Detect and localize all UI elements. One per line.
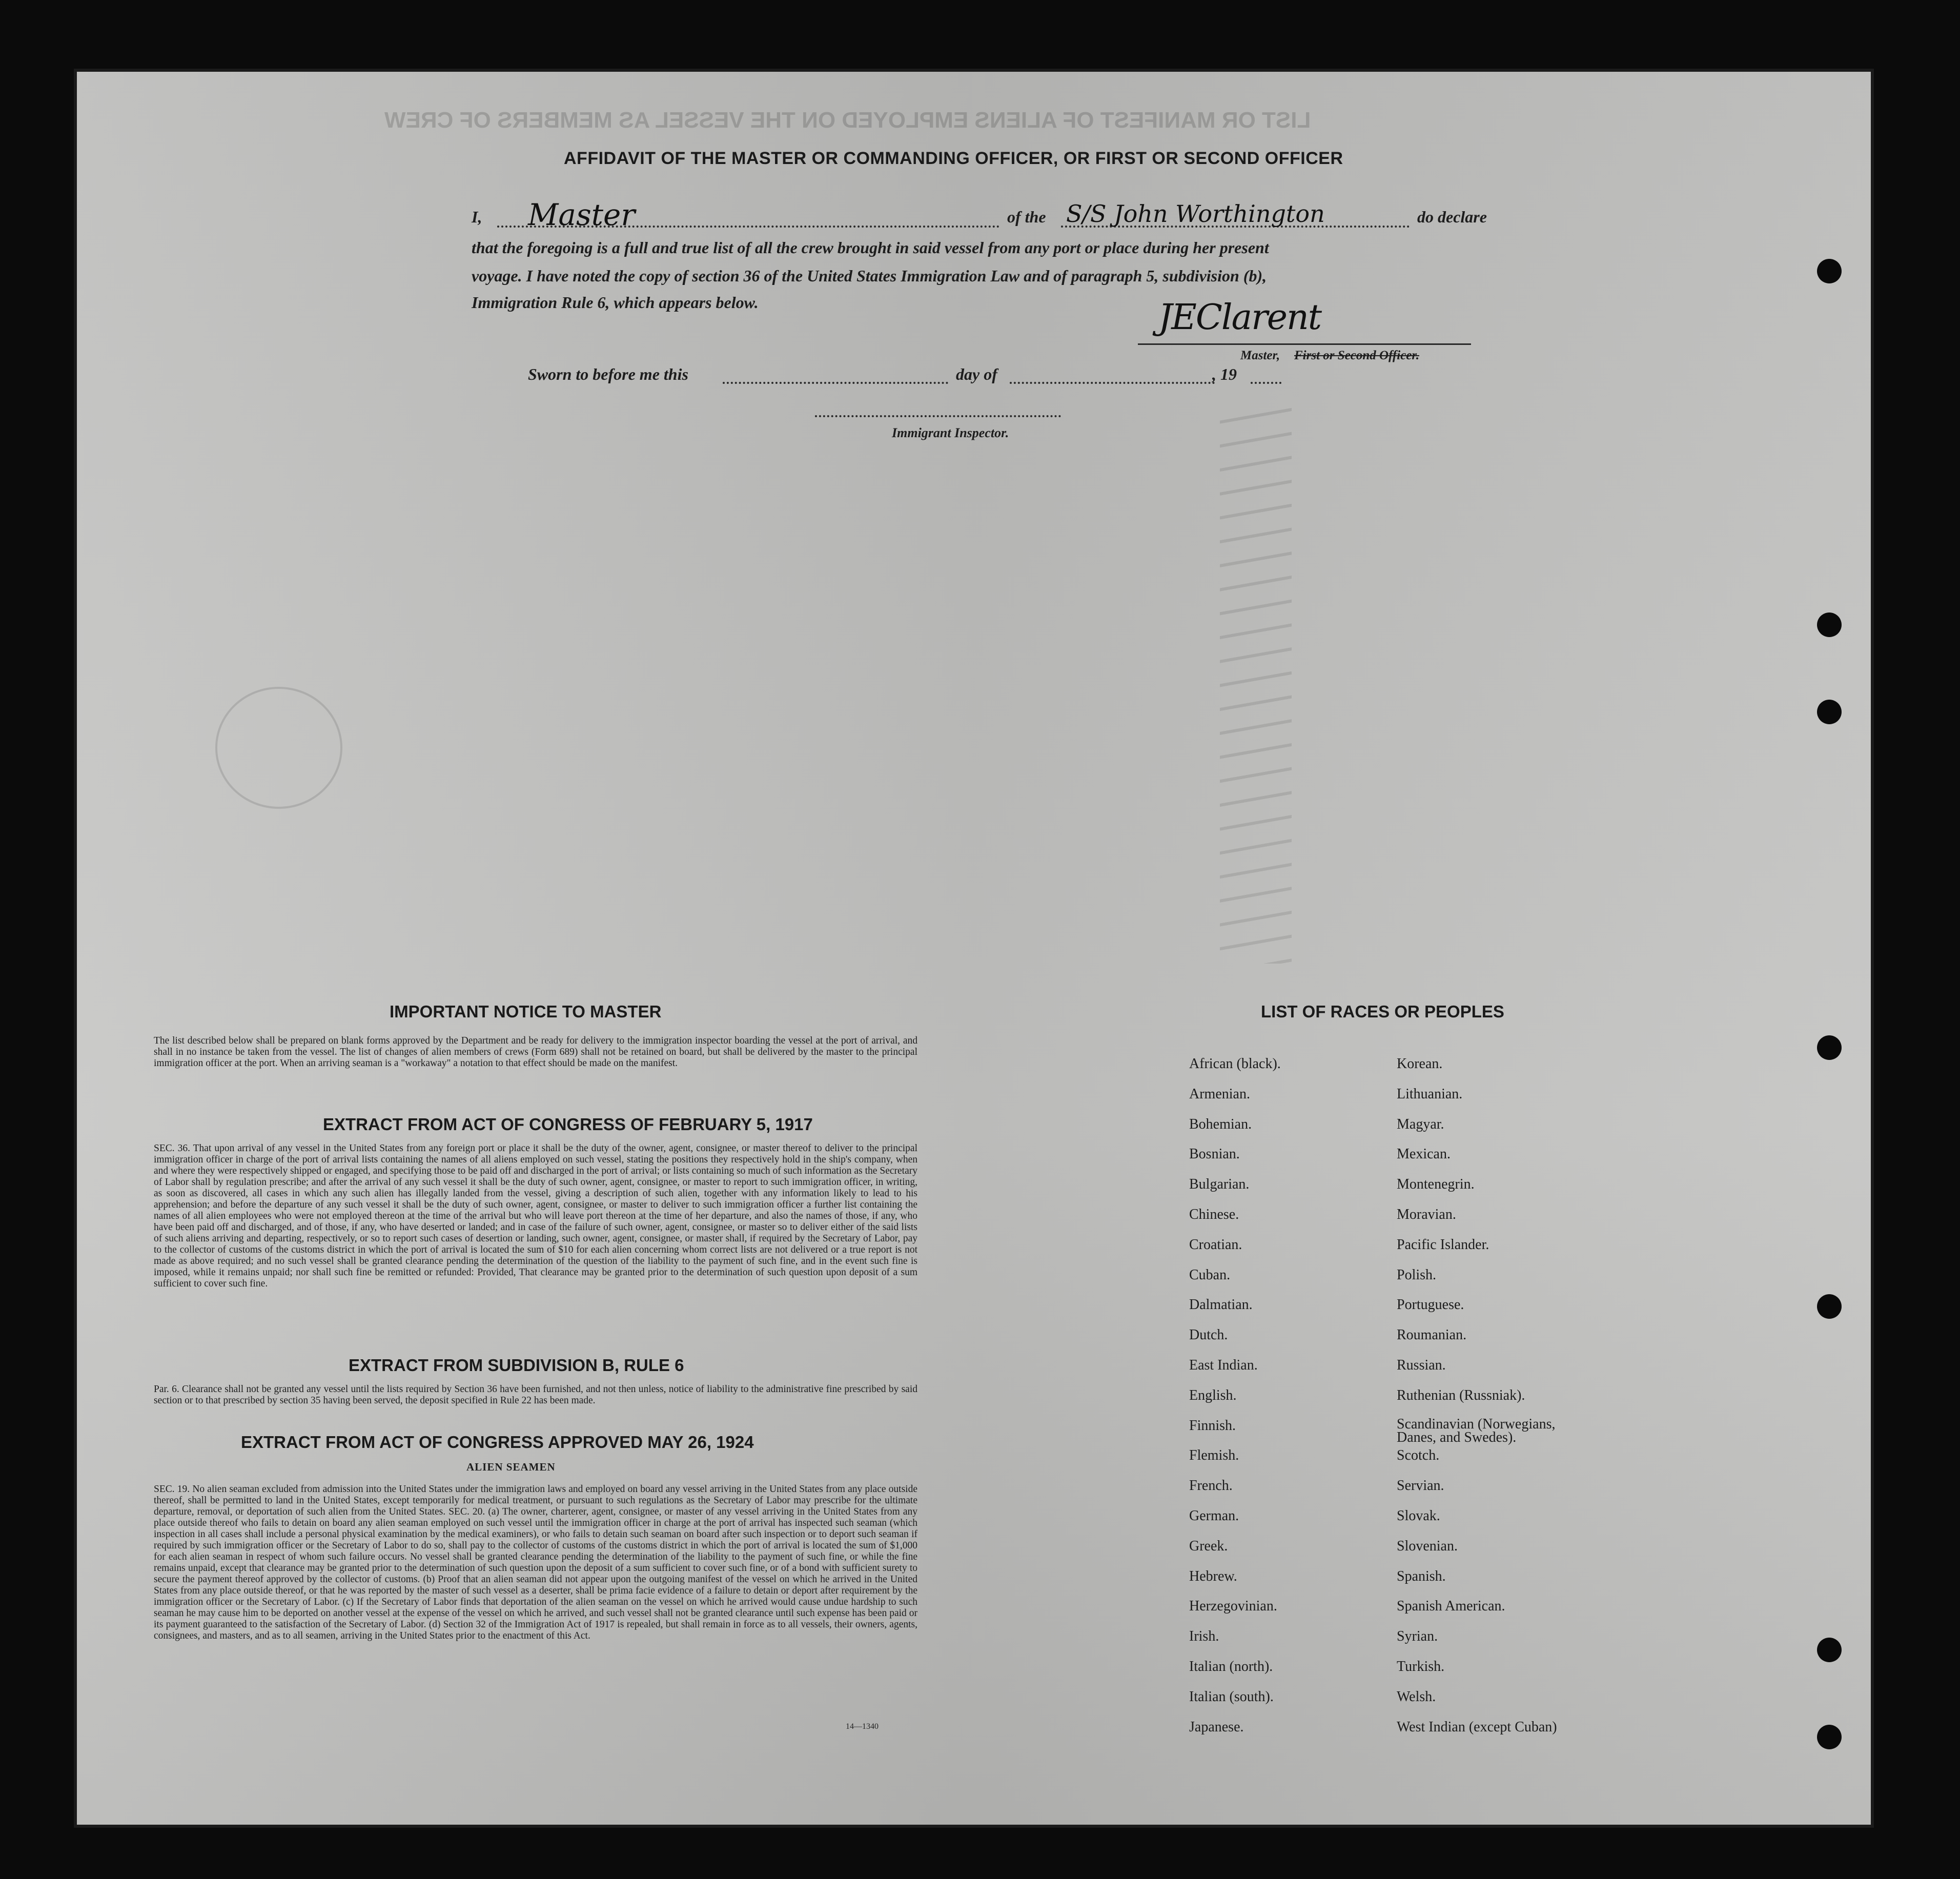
- race-item: Irish.: [1189, 1628, 1219, 1645]
- officer-signature: JEClarent: [1158, 297, 1321, 338]
- race-item: Ruthenian (Russniak).: [1397, 1387, 1525, 1403]
- race-item: Flemish.: [1189, 1447, 1239, 1464]
- bleed-through-column: [1220, 400, 1292, 964]
- race-item: Croatian.: [1189, 1236, 1242, 1253]
- race-item: Montenegrin.: [1397, 1176, 1475, 1193]
- of-the-label: of the: [1007, 208, 1046, 226]
- race-item: Roumanian.: [1397, 1327, 1467, 1343]
- manifest-page: [77, 72, 1871, 1825]
- punch-hole: [1817, 1035, 1842, 1060]
- signature-caption-officer: First or Second Officer.: [1294, 349, 1419, 362]
- race-item: Welsh.: [1397, 1688, 1436, 1705]
- extract-1917-title: EXTRACT FROM ACT OF CONGRESS OF FEBRUARY 5, 1917: [323, 1115, 813, 1134]
- race-item: Mexican.: [1397, 1146, 1451, 1162]
- affidavit-line-4: Immigration Rule 6, which appears below.: [472, 293, 759, 312]
- race-item: Turkish.: [1397, 1659, 1445, 1674]
- year-label: , 19: [1212, 365, 1237, 383]
- race-item: Bosnian.: [1189, 1146, 1240, 1162]
- races-title: LIST OF RACES OR PEOPLES: [1261, 1002, 1504, 1021]
- race-item: African (black).: [1189, 1056, 1281, 1072]
- vessel-handwritten: S/S John Worthington: [1066, 200, 1325, 228]
- punch-hole: [1817, 1638, 1842, 1662]
- race-item: Japanese.: [1189, 1719, 1244, 1735]
- name-handwritten: Master: [528, 197, 636, 232]
- do-declare-label: do declare: [1417, 208, 1487, 226]
- race-item: West Indian (except Cuban): [1397, 1719, 1557, 1735]
- race-item: Magyar.: [1397, 1116, 1444, 1132]
- race-item: Slovenian.: [1397, 1538, 1458, 1554]
- race-item: Dutch.: [1189, 1327, 1228, 1343]
- race-item: Moravian.: [1397, 1207, 1456, 1222]
- race-item: Hebrew.: [1189, 1568, 1237, 1584]
- race-item: Bulgarian.: [1189, 1176, 1250, 1193]
- extract-1924-subtitle: ALIEN SEAMEN: [466, 1461, 556, 1473]
- bleed-through-header: LIST OR MANIFEST OF ALIENS EMPLOYED ON THE VESSEL AS MEMBERS OF CREW: [384, 108, 1311, 133]
- punch-hole: [1817, 1725, 1842, 1749]
- race-item: English.: [1189, 1387, 1237, 1403]
- race-item: German.: [1189, 1508, 1239, 1524]
- race-item: Cuban.: [1189, 1267, 1231, 1283]
- race-item: Slovak.: [1397, 1508, 1440, 1524]
- faded-seal: [215, 687, 342, 809]
- extract-1924-title: EXTRACT FROM ACT OF CONGRESS APPROVED MAY 26, 1924: [241, 1433, 754, 1452]
- race-item: French.: [1189, 1478, 1233, 1494]
- signature-line: [1138, 343, 1471, 345]
- race-item: Dalmatian.: [1189, 1297, 1253, 1313]
- i-label: I,: [472, 208, 482, 226]
- race-item: East Indian.: [1189, 1357, 1258, 1373]
- inspector-label: Immigrant Inspector.: [892, 425, 1009, 440]
- day-of-label: day of: [956, 365, 997, 383]
- race-item: Italian (north).: [1189, 1659, 1273, 1674]
- punch-hole: [1817, 1294, 1842, 1319]
- race-item: Syrian.: [1397, 1628, 1438, 1645]
- form-number: 14—1340: [846, 1722, 879, 1731]
- race-item: Greek.: [1189, 1538, 1228, 1554]
- inspector-line: [815, 415, 1061, 417]
- race-item: Armenian.: [1189, 1086, 1250, 1102]
- punch-hole: [1817, 700, 1842, 724]
- race-item: Pacific Islander.: [1397, 1236, 1489, 1253]
- race-item: Scotch.: [1397, 1447, 1440, 1464]
- notice-title: IMPORTANT NOTICE TO MASTER: [390, 1002, 662, 1021]
- race-item: Polish.: [1397, 1267, 1437, 1283]
- race-item: Russian.: [1397, 1357, 1446, 1373]
- punch-hole: [1817, 259, 1842, 283]
- extract-1917-body: SEC. 36. That upon arrival of any vessel in the United States from any foreign port or place it shall be the duty of the owner, agent, consignee, or master thereof to deliver to the principal immigration officer in charge of the port of arrival lists containing the names of all aliens employed on such vessel, stating the positions they respectively hold in the ship's company, when and where they were respectively shipped or engaged, and specifying those to be paid off and discharged in the port of arrival; or lists containing so much of such information as the Secretary of Labor shall by regulation prescribe; and after the arrival of any such vessel it shall be the duty of such owner, agent, consignee, or master to report to such immigration officer, in writing, as soon as discovered, all cases in which any such alien has illegally landed from the vessel, giving a description of such alien, together with any information likely to lead to his apprehension; and before the departure of any such vessel it shall be the duty of such owner, agent, consignee, or master to deliver to such immigration officer a further list containing the names of all alien employees who were not employed thereon at the time of the arrival but who will leave port thereon at the time of her departure, and also the names of those, if any, who have been paid off and discharged, and of those, if any, who have deserted or landed; and in case of the failure of such owner, agent, consignee, or master so to deliver either of the said lists of such aliens arriving and departing, respectively, or so to report such cases of desertion or landing, such owner, agent, consignee, or master shall, if required by the Secretary of Labor, pay to the collector of customs of the customs district in which the port of arrival is located the sum of $10 for each alien concerning whom correct lists are not delivered or a true report is not made as above required; and no such vessel shall be granted clearance pending the determination of the question of the liability to the payment of such fine, and in the event such fine is imposed, while it remains unpaid; nor shall such fine be remitted or refunded: Provided, That clearance may be granted prior to the determination of such question upon deposit of a sum sufficient to cover such fine.: [154, 1143, 917, 1289]
- sworn-day-line: [723, 382, 948, 384]
- race-item: Portuguese.: [1397, 1297, 1464, 1313]
- race-item: Scandinavian (Norwegians, Danes, and Swedes).: [1397, 1416, 1556, 1445]
- race-item: Spanish.: [1397, 1568, 1446, 1584]
- race-item: Spanish American.: [1397, 1598, 1505, 1615]
- sworn-label: Sworn to before me this: [528, 365, 688, 383]
- affidavit-line-2: that the foregoing is a full and true list of all the crew brought in said vessel from any port or place during her present: [472, 238, 1269, 257]
- race-item: Herzegovinian.: [1189, 1598, 1277, 1615]
- year-line: [1251, 382, 1281, 384]
- race-item: Servian.: [1397, 1478, 1444, 1494]
- sworn-month-line: [1010, 382, 1215, 384]
- race-item: Italian (south).: [1189, 1688, 1274, 1705]
- affidavit-title: AFFIDAVIT OF THE MASTER OR COMMANDING OFFICER, OR FIRST OR SECOND OFFICER: [564, 149, 1343, 168]
- punch-hole: [1817, 612, 1842, 637]
- notice-body: The list described below shall be prepared on blank forms approved by the Department and be ready for delivery to the immigration inspector boarding the vessel at the port of arrival, and shall in no instance be taken from the vessel. The list of changes of alien members of crews (Form 689) shall not be retained on board, but shall be delivered by the master to the principal immigration officer at the port. When an arriving seaman is a "workaway" a notation to that effect should be made on the manifest.: [154, 1035, 917, 1069]
- affidavit-line-3: voyage. I have noted the copy of section 36 of the United States Immigration Law and of paragraph 5, subdivision (b),: [472, 267, 1267, 285]
- extract-1924-body: SEC. 19. No alien seaman excluded from admission into the United States under the immigration laws and employed on board any vessel arriving in the United States from any place outside thereof, shall be permitted to land in the United States, except temporarily for medical treatment, or pursuant to such regulations as the Secretary of Labor may prescribe for the ultimate departure, removal, or deportation of such alien from the United States. SEC. 20. (a) The owner, charterer, agent, consignee, or master of any vessel arriving in the United States from any place outside thereof who fails to detain on board any alien seaman employed on such vessel until the immigration officer in charge at the port of arrival has inspected such seaman (which inspection in all cases shall include a personal physical examination by the medical examiners), or who fails to detain such seaman on board after such inspection or to deport such seaman if required by such immigration officer or the Secretary of Labor to do so, shall pay to the collector of customs of the customs district in which the port of arrival is located the sum of $1,000 for each alien seaman in respect of whom such failure occurs. No vessel shall be granted clearance pending the determination of the liability to the payment of such fine, or while the fine remains unpaid, except that clearance may be granted prior to the determination of such question upon the deposit of a sum sufficient to cover such fine, or of a bond with sufficient surety to secure the payment thereof approved by the collector of customs. (b) Proof that an alien seaman did not appear upon the outgoing manifest of the vessel on which he arrived in the United States from any place outside thereof, or that he was reported by the master of such vessel as a deserter, shall be prima facie evidence of a failure to detain or deport after requirement by the immigration officer or the Secretary of Labor. (c) If the Secretary of Labor finds that deportation of the alien seaman on the vessel on which he arrived would cause undue hardship to such seaman he may cause him to be deported on another vessel at the expense of the vessel on which he arrived, and such vessel shall not be granted clearance until such expense has been paid or its payment guaranteed to the satisfaction of the Secretary of Labor. (d) Section 32 of the Immigration Act of 1917 is repealed, but shall remain in force as to all vessels, their owners, agents, consignees, and masters, and as to all seamen, arriving in the United States prior to the enactment of this Act.: [154, 1484, 917, 1641]
- race-item: Finnish.: [1189, 1417, 1236, 1434]
- race-item: Bohemian.: [1189, 1116, 1252, 1132]
- race-item: Korean.: [1397, 1056, 1443, 1072]
- extract-rule6-body: Par. 6. Clearance shall not be granted any vessel until the lists required by Section 36 have been furnished, and not then unless, notice of liability to the administrative fine prescribed by said section or to that prescribed by section 35 having been served, the deposit specified in Rule 22 has been made.: [154, 1384, 917, 1406]
- signature-caption-master: Master,: [1240, 349, 1280, 362]
- extract-rule6-title: EXTRACT FROM SUBDIVISION B, RULE 6: [349, 1356, 684, 1375]
- race-item: Chinese.: [1189, 1207, 1239, 1222]
- race-item: Lithuanian.: [1397, 1086, 1463, 1102]
